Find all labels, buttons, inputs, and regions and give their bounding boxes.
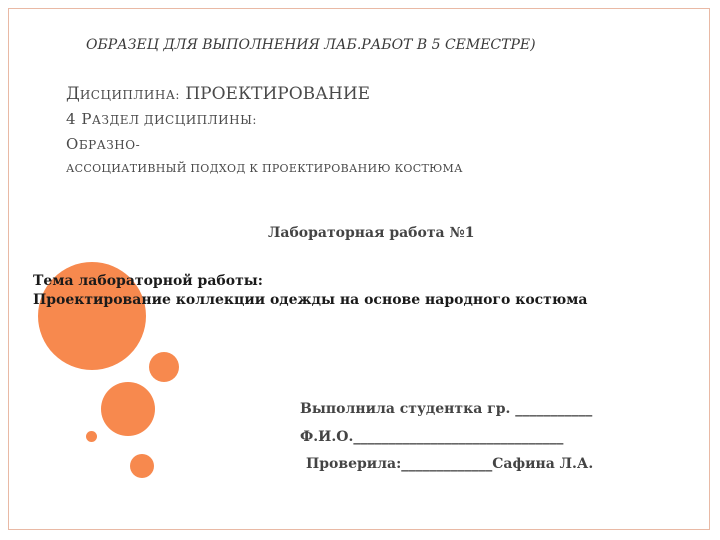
decorative-circle-medium-2 [101,382,155,436]
performed-by-line: Выполнила студентка гр. ___________ [300,401,593,417]
page-header: ОБРАЗЕЦ ДЛЯ ВЫПОЛНЕНИЯ ЛАБ.РАБОТ В 5 СЕМЕСТРЕ) [86,37,536,53]
approach-part1: БРАЗНО- [78,138,141,152]
discipline-label: ИСЦИПЛИНА: [79,88,180,102]
section-first-letter: Р [76,110,92,128]
section-label: АЗДЕЛ ДИСЦИПЛИНЫ: [91,113,257,127]
topic-label: Тема лабораторной работы: [33,273,263,289]
fio-line: Ф.И.О.______________________________ [300,429,564,445]
decorative-circle-small [86,431,97,442]
decorative-circle-medium [149,352,179,382]
topic-text: Проектирование коллекции одежды на основе народного костюма [33,292,588,308]
topic-block [33,272,587,310]
decorative-circle-small-2 [130,454,154,478]
discipline-first-letter: Д [66,84,80,104]
discipline-line [66,84,370,104]
approach-first-letter: О [66,135,79,153]
checked-by-line: Проверила:_____________Сафина Л.А. [306,456,594,472]
section-number: 4 [66,110,77,128]
discipline-name: ПРОЕКТИРОВАНИЕ [179,84,371,104]
approach-line-2: АССОЦИАТИВНЫЙ ПОДХОД К ПРОЕКТИРОВАНИЮ КОСТЮМА [66,162,463,175]
approach-line-1 [66,135,140,153]
section-line [66,110,257,128]
lab-title: Лабораторная работа №1 [268,225,475,241]
